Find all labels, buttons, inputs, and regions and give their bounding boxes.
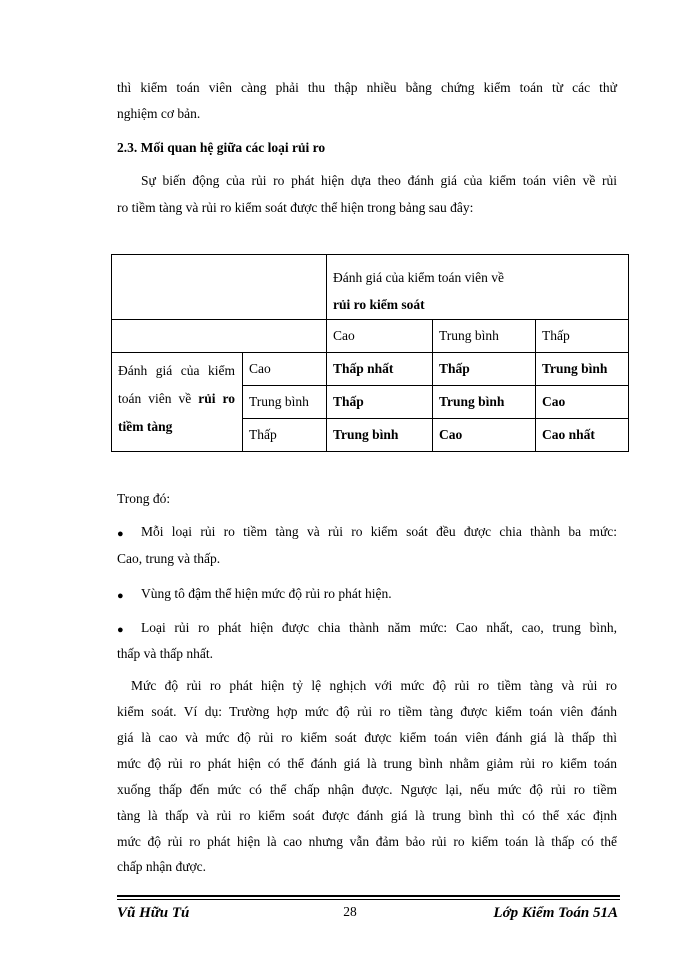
paragraph-closing-line-6: tàng là thấp và rủi ro kiểm soát được đánh giá là trung bình thì có thể xác định	[117, 808, 617, 823]
footer-rule-thin	[117, 899, 620, 900]
detection-cell: Thấp nhất	[327, 353, 433, 386]
paragraph-closing-line-4: mức độ rủi ro phát hiện có thể đánh giá là trung bình nhằm giảm rủi ro kiểm toán	[117, 756, 617, 771]
detection-cell: Cao	[433, 419, 536, 452]
bullet-3-line-1: Loại rủi ro phát hiện được chia thành năm mức: Cao nhất, cao, trung bình,	[141, 620, 617, 635]
paragraph-closing-line-5: xuống thấp đến mức có thể chấp nhận được. Ngược lại, nếu mức độ rủi ro tiềm	[117, 782, 617, 797]
paragraph-closing-line-2: kiểm soát. Ví dụ: Trường hợp mức độ rủi ro tiềm tàng được kiểm toán viên đánh	[117, 704, 617, 719]
paragraph-lead-line-1: Sự biến động của rủi ro phát hiện dựa theo đánh giá của kiểm toán viên về rủi	[141, 173, 617, 188]
bullet-icon: ●	[117, 624, 124, 636]
footer-rule-thick	[117, 895, 620, 897]
risk-matrix-table	[111, 254, 629, 452]
inherent-label-line-3: tiềm tàng	[118, 419, 173, 434]
bullet-1-line-1: Mỗi loại rủi ro tiềm tàng và rủi ro kiểm soát đều được chia thành ba mức:	[141, 524, 617, 539]
table-header-row	[112, 255, 629, 320]
control-level-trung-binh: Trung bình	[433, 320, 536, 353]
detection-cell: Cao nhất	[536, 419, 629, 452]
paragraph-closing-line-8: chấp nhận được.	[117, 859, 207, 874]
paragraph-lead-line-2: ro tiềm tàng và rủi ro kiểm soát được thể hiện trong bảng sau đây:	[117, 200, 474, 215]
control-level-cao: Cao	[327, 320, 433, 353]
notes-label: Trong đó:	[117, 491, 171, 506]
table-level-row	[112, 320, 629, 353]
paragraph-closing-line-3: giá là cao và mức độ rủi ro kiểm soát được kiểm toán viên đánh giá là thấp thì	[117, 730, 617, 745]
section-heading: 2.3. Mối quan hệ giữa các loại rủi ro	[117, 140, 326, 155]
inherent-risk-label	[112, 353, 243, 452]
inherent-label-line-2a: toán viên về	[118, 391, 199, 406]
footer-author: Vũ Hữu Tú	[117, 905, 190, 921]
detection-cell: Cao	[536, 386, 629, 419]
detection-cell: Thấp	[327, 386, 433, 419]
page-number: 28	[343, 904, 357, 919]
control-risk-header-line-1: Đánh giá của kiểm toán viên về	[333, 270, 504, 285]
bullet-3-line-2: thấp và thấp nhất.	[117, 646, 213, 661]
bullet-1-line-2: Cao, trung và thấp.	[117, 551, 221, 566]
inherent-label-line-2b: rủi ro	[198, 391, 236, 406]
paragraph-closing-line-1: Mức độ rủi ro phát hiện tỷ lệ nghịch với mức độ rủi ro tiềm tàng và rủi ro	[131, 678, 617, 693]
detection-cell: Trung bình	[327, 419, 433, 452]
table-corner-cell	[112, 255, 327, 320]
table-blank-cell	[112, 320, 327, 353]
table-row	[112, 353, 629, 386]
inherent-level-thap: Thấp	[243, 419, 327, 452]
paragraph-intro-line-1: thì kiểm toán viên càng phải thu thập nhiều bằng chứng kiểm toán từ các thử	[117, 80, 617, 95]
detection-cell: Trung bình	[433, 386, 536, 419]
paragraph-closing-line-7: mức độ rủi ro phát hiện là cao nhưng vẫn đảm bảo rủi ro kiểm toán là thấp có thể	[117, 834, 617, 849]
footer-class: Lớp Kiểm Toán 51A	[493, 905, 618, 921]
inherent-level-cao: Cao	[243, 353, 327, 386]
inherent-label-line-1: Đánh giá của kiểm	[118, 363, 235, 378]
control-risk-header-line-2: rủi ro kiểm soát	[333, 297, 425, 312]
bullet-icon: ●	[117, 590, 124, 602]
control-level-thap: Thấp	[536, 320, 629, 353]
control-risk-header	[327, 255, 629, 320]
detection-cell: Thấp	[433, 353, 536, 386]
paragraph-intro-line-2: nghiệm cơ bản.	[117, 106, 201, 121]
bullet-icon: ●	[117, 528, 124, 540]
bullet-2-line-1: Vùng tô đậm thể hiện mức độ rủi ro phát hiện.	[141, 586, 392, 601]
detection-cell: Trung bình	[536, 353, 629, 386]
inherent-level-trung-binh: Trung bình	[243, 386, 327, 419]
